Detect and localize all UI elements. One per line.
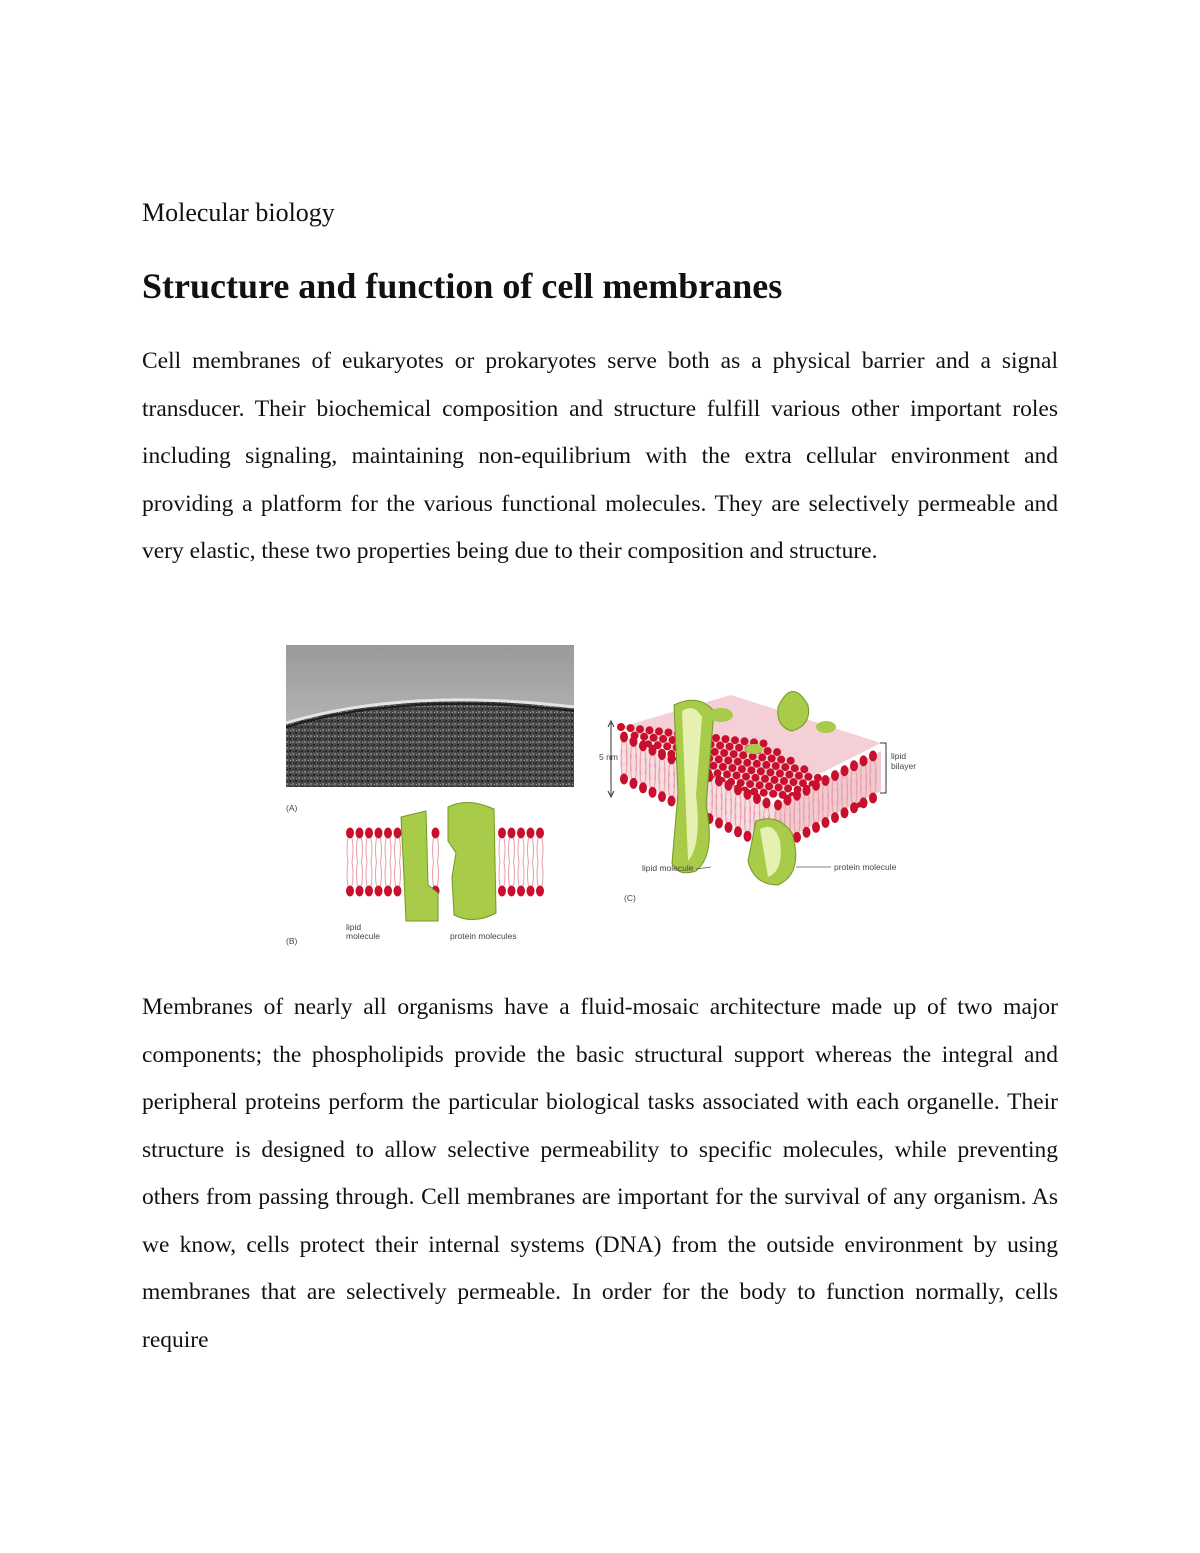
lipid-tail <box>518 838 524 862</box>
panel-c-label: (C) <box>624 893 636 903</box>
lipid-head <box>536 886 544 897</box>
lipid-head <box>394 886 402 897</box>
lipid-head <box>498 828 506 839</box>
lipid-head <box>356 828 364 839</box>
lipid-head <box>841 807 849 818</box>
lipid-head <box>432 828 440 839</box>
lipid-head <box>744 789 752 800</box>
panel-c-3d-bilayer <box>608 691 886 885</box>
lipid-head <box>646 726 654 734</box>
lipid-head <box>719 763 727 771</box>
lipid-head <box>800 765 808 773</box>
lipid-head <box>658 791 666 802</box>
lipid-head <box>655 727 663 735</box>
lipid-head <box>639 782 647 793</box>
lipid-head <box>747 766 755 774</box>
lipid-head <box>768 755 776 763</box>
lipid-head <box>772 762 780 770</box>
lipid-head <box>715 776 723 787</box>
lipid-tail <box>376 862 382 886</box>
lipid-head <box>784 785 792 793</box>
lipid-head <box>375 886 383 897</box>
lipid-head <box>735 744 743 752</box>
lipid-head <box>790 778 798 786</box>
lipid-tail <box>385 862 391 886</box>
lipid-tail <box>395 862 401 886</box>
lipid-head <box>746 780 754 788</box>
lipid-head <box>777 756 785 764</box>
lipid-head <box>659 735 667 743</box>
lipid-tail <box>528 862 534 886</box>
lipid-tail <box>366 862 372 886</box>
lipid-tail <box>433 862 439 886</box>
lipid-head <box>831 812 839 823</box>
lipid-head <box>795 772 803 780</box>
lipid-head <box>785 771 793 779</box>
lipid-head <box>841 765 849 776</box>
lipid-head <box>812 822 820 833</box>
lipid-head <box>734 826 742 837</box>
lipid-tail <box>518 862 524 886</box>
lipid-head <box>743 759 751 767</box>
lipid-tail <box>357 862 363 886</box>
lipid-head <box>709 762 717 770</box>
lipid-head <box>784 795 792 806</box>
lipid-head <box>665 729 673 737</box>
lipid-head <box>365 886 373 897</box>
lipid-head <box>658 749 666 760</box>
lipid-tail <box>347 838 353 862</box>
lipid-head <box>346 828 354 839</box>
lipid-head <box>617 723 625 731</box>
lipid-head <box>775 783 783 791</box>
lipid-head <box>508 828 516 839</box>
lipid-head <box>508 886 516 897</box>
lipid-head <box>711 748 719 756</box>
lipid-head <box>620 774 628 785</box>
lipid-head <box>773 748 781 756</box>
panel-b-lipid-label-line2: molecule <box>346 931 381 941</box>
lipid-head <box>764 747 772 755</box>
lipid-head <box>730 750 738 758</box>
panel-b-label: (B) <box>286 936 298 946</box>
lipid-head <box>649 787 657 798</box>
lipid-tail <box>347 862 353 886</box>
lipid-head <box>739 751 747 759</box>
lipid-head <box>725 822 733 833</box>
lipid-head <box>738 765 746 773</box>
lipid-head <box>650 734 658 742</box>
lipid-head <box>763 798 771 809</box>
lipid-head <box>394 828 402 839</box>
lipid-head <box>726 743 734 751</box>
panel-c-protein-peripheral-2 <box>816 721 836 733</box>
lipid-head <box>752 774 760 782</box>
lipid-head <box>761 775 769 783</box>
paragraph-fluid-mosaic: Membranes of nearly all organisms have a fluid-mosaic architecture made up of two major components; the phospholipids provide the basic structural support whereas the integral and peripheral proteins perform the particular biological tasks associated with each organelle. Their structure is designed to allow selective permeability to specific molecules, while preventing others from passing through. Cell membranes are important for the survival of any organism. As we know, cells protect their internal systems (DNA) from the outside environment by using membranes that are selectively permeable. In order for the body to function normally, cells require <box>142 994 1058 1353</box>
panel-c-protein-label: protein molecule <box>834 862 897 872</box>
lipid-head <box>716 742 724 750</box>
lipid-head <box>720 749 728 757</box>
lipid-head <box>787 757 795 765</box>
panel-c-bilayer-label-line1: lipid <box>891 751 907 761</box>
lipid-head <box>803 827 811 838</box>
lipid-tail <box>537 838 543 862</box>
cell-membrane-figure <box>286 645 936 950</box>
lipid-head <box>869 751 877 762</box>
panel-c-thickness-label: 5 nm <box>599 752 618 762</box>
lipid-head <box>869 793 877 804</box>
lipid-head <box>793 790 801 801</box>
panel-c-protein-peripheral-1 <box>709 708 733 722</box>
panel-b-protein-label: protein molecules <box>450 931 517 941</box>
lipid-head <box>640 733 648 741</box>
lipid-tail <box>357 838 363 862</box>
lipid-head <box>365 828 373 839</box>
lipid-head <box>731 736 739 744</box>
paragraph-intro: Cell membranes of eukaryotes or prokaryotes serve both as a physical barrier and a signal transducer. Their biochemical composition and structure fulfill various other important roles including signaling, maintaining non-equilibrium with the extra cellular environment and providing a platform for the various functional molecules. They are selectively permeable and very elastic, these two properties being due to their composition and structure. <box>142 348 1058 564</box>
lipid-head <box>757 767 765 775</box>
lipid-head <box>803 785 811 796</box>
lipid-head <box>822 817 830 828</box>
lipid-head <box>725 780 733 791</box>
lipid-tail <box>376 838 382 862</box>
lipid-tail <box>499 838 505 862</box>
lipid-head <box>375 828 383 839</box>
lipid-head <box>734 758 742 766</box>
lipid-head <box>850 760 858 771</box>
lipid-head <box>356 886 364 897</box>
lipid-head <box>715 755 723 763</box>
lipid-head <box>765 782 773 790</box>
lipid-head <box>758 753 766 761</box>
lipid-head <box>753 760 761 768</box>
lipid-head <box>744 831 752 842</box>
lipid-tail <box>499 862 505 886</box>
lipid-head <box>781 763 789 771</box>
lipid-head <box>517 886 525 897</box>
lipid-head <box>527 828 535 839</box>
lipid-head <box>527 886 535 897</box>
lipid-head <box>728 764 736 772</box>
lipid-head <box>668 796 676 807</box>
lipid-head <box>536 828 544 839</box>
lipid-tail <box>509 838 515 862</box>
lipid-head <box>742 773 750 781</box>
lipid-head <box>715 818 723 829</box>
lipid-head <box>498 886 506 897</box>
lipid-head <box>791 764 799 772</box>
lipid-tail <box>433 838 439 862</box>
lipid-tail <box>509 862 515 886</box>
lipid-head <box>741 737 749 745</box>
lipid-head <box>734 784 742 795</box>
lipid-head <box>517 828 525 839</box>
lipid-head <box>756 781 764 789</box>
lipid-head <box>860 797 868 808</box>
panel-c-lipid-label: lipid molecule <box>642 863 694 873</box>
lipid-head <box>639 740 647 751</box>
lipid-head <box>804 773 812 781</box>
lipid-head <box>776 770 784 778</box>
lipid-tail <box>385 838 391 862</box>
lipid-head <box>822 775 830 786</box>
panel-a-micrograph <box>286 645 574 787</box>
lipid-head <box>760 789 768 797</box>
lipid-head <box>774 800 782 811</box>
lipid-tail <box>528 838 534 862</box>
lipid-head <box>384 828 392 839</box>
lipid-head <box>712 734 720 742</box>
lipid-head <box>627 724 635 732</box>
lipid-head <box>771 776 779 784</box>
subject-line: Molecular biology <box>142 198 335 227</box>
lipid-head <box>850 802 858 813</box>
lipid-head <box>723 770 731 778</box>
lipid-head <box>649 745 657 756</box>
lipid-head <box>620 732 628 743</box>
lipid-head <box>668 754 676 765</box>
lipid-head <box>663 742 671 750</box>
lipid-head <box>636 725 644 733</box>
lipid-tail <box>537 862 543 886</box>
lipid-head <box>384 886 392 897</box>
lipid-tail <box>395 838 401 862</box>
lipid-head <box>812 780 820 791</box>
membrane-figure-svg <box>286 645 936 950</box>
lipid-head <box>753 793 761 804</box>
panel-b-protein-large <box>448 802 496 919</box>
lipid-head <box>630 736 638 747</box>
lipid-head <box>346 886 354 897</box>
panel-c-protein-peripheral-3 <box>745 744 763 754</box>
panel-a-label: (A) <box>286 803 298 813</box>
lipid-head <box>733 772 741 780</box>
panel-b-lipid-label-line1: lipid <box>346 922 362 932</box>
lipid-head <box>766 768 774 776</box>
lipid-head <box>780 777 788 785</box>
lipid-head <box>762 761 770 769</box>
panel-b-cross-section <box>346 828 544 897</box>
lipid-head <box>722 735 730 743</box>
lipid-head <box>630 778 638 789</box>
lipid-tail <box>366 838 372 862</box>
lipid-head <box>769 790 777 798</box>
lipid-head <box>831 770 839 781</box>
page-title: Structure and function of cell membranes <box>142 266 783 306</box>
lipid-head <box>724 757 732 765</box>
lipid-head <box>860 755 868 766</box>
panel-c-bilayer-label-line2: bilayer <box>891 761 917 771</box>
